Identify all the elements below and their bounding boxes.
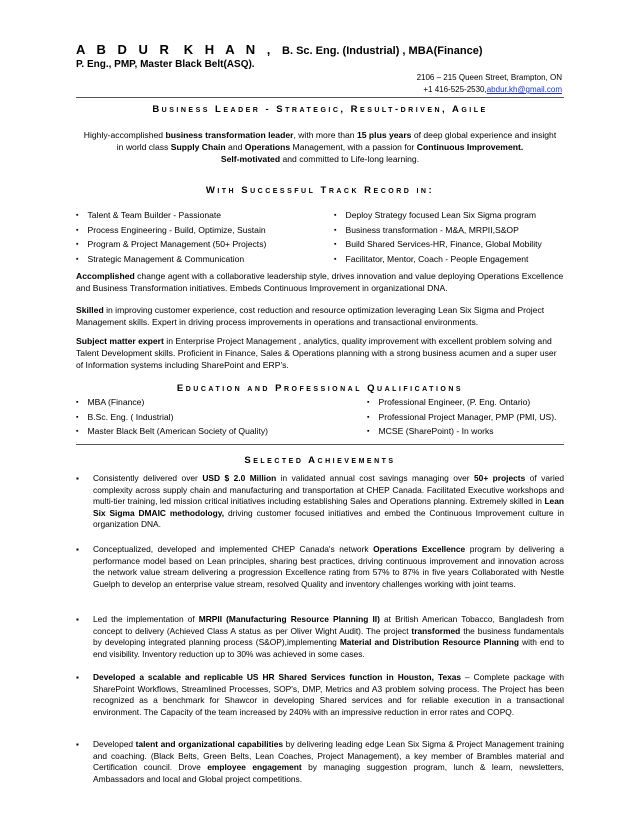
education-list	[76, 396, 564, 434]
list-item: ▪ B.Sc. Eng. ( Industrial)	[76, 411, 268, 426]
list-item: ▪ Program & Project Management (50+ Projects)	[76, 238, 266, 253]
education-left-column	[76, 396, 268, 440]
phone: +1 416-525-2530,	[423, 85, 487, 94]
bullet-icon: ▪	[76, 474, 79, 483]
list-item: ▪ Deploy Strategy focused Lean Six Sigma program	[334, 209, 542, 224]
first-name: A B D U R	[76, 42, 173, 57]
bullet-icon: ▪	[76, 545, 79, 554]
address: 2106 – 215 Queen Street, Brampton, ON	[416, 73, 562, 82]
summary	[80, 129, 560, 165]
summary-line-1: Highly-accomplished business transformation leader, with more than 15 plus years of deep global experience and insight in world class Supply Chain and Operations Management, with a passion for Continuous Improvement.	[83, 130, 557, 152]
list-item: ▪ Talent & Team Builder - Passionate	[76, 209, 266, 224]
list-item: ▪ MCSE (SharePoint) - In works	[367, 425, 556, 440]
achievement-text: Consistently delivered over USD $ 2.0 Million in validated annual cost savings managing over 50+ projects of varied complexity across supply chain and manufacturing and transportation at CHEP Canada. Facilitated Executive workshops and multi-tier training, led mission critical initiatives including establishing Sales and Operations planning. Extremely skilled in Lean Six Sigma DMAIC methodology, driving customer focused initiatives and embed the Continuous Improvement culture in organization DNA.	[93, 473, 564, 530]
bullet-icon: ▪	[76, 740, 79, 749]
achievement-text: Developed talent and organizational capabilities by delivering leading edge Lean Six Sigma & Project Management training and coaching. (Black Belts, Green Belts, Lean Coaches, Project Management), a key member of Brambles material and Certification council. Drove employee engagement by managing suggestion program, lunch & learn, newsletters, Ambassadors and local and Global project competitions.	[93, 739, 565, 784]
education-right-column	[367, 396, 556, 440]
achievement-item	[76, 544, 564, 590]
bullet-icon: ▪	[76, 615, 79, 624]
list-item: ▪ Process Engineering - Build, Optimize, Sustain	[76, 224, 266, 239]
list-item: ▪ MBA (Finance)	[76, 396, 268, 411]
education-title: Education and Professional Qualifications	[176, 383, 464, 394]
paragraph-subject-matter: Subject matter expert in Enterprise Project Management , analytics, quality improvement with excellent problem solving and Talent Development skills. Proficient in Finance, Sales & Operations planning with a strong business acumen and a super user of Information systems including SharePoint and ERP's.	[76, 336, 557, 370]
phone-email-line	[417, 84, 562, 96]
achievement-item	[76, 739, 564, 785]
list-item: ▪ Professional Project Manager, PMP (PMI, US).	[367, 411, 556, 426]
contact-block	[417, 72, 562, 96]
candidate-name	[76, 42, 483, 57]
bullet-icon: ▪	[76, 673, 79, 682]
degrees: B. Sc. Eng. (Industrial) , MBA(Finance)	[282, 45, 483, 57]
header-divider	[76, 97, 564, 98]
paragraph-accomplished: Accomplished change agent with a collaborative leadership style, drives innovation and value deploying Operations Excellence and Business Transformation initiatives. Embeds Continuous Improvement in organizational DNA.	[76, 271, 564, 293]
track-record-list	[76, 209, 564, 264]
list-item: ▪ Build Shared Services-HR, Finance, Global Mobility	[334, 238, 542, 253]
list-item: ▪ Business transformation - M&A, MRPII,S&OP	[334, 224, 542, 239]
list-item: ▪ Facilitator, Mentor, Coach - People Engagement	[334, 253, 542, 268]
achievement-item	[76, 672, 564, 718]
achievement-text: Developed a scalable and replicable US HR Shared Services function in Houston, Texas – Complete package with SharePoint Workflows, Streamlined Processes, SOP's, DMP, Metrics and A3 problem solving process. The Project has been recognized as a benchmark for Shawcor in developing Shared services and for reliable execution in a transactional environment. The Capacity of the team increased by 240% with an impressive reduction in error rates and COPQ.	[93, 672, 564, 717]
achievement-item	[76, 473, 564, 531]
list-item: ▪ Professional Engineer, (P. Eng. Ontario)	[367, 396, 556, 411]
headline: Business Leader - Strategic, Result-driven, Agile	[152, 104, 488, 115]
certifications: P. Eng., PMP, Master Black Belt(ASQ).	[76, 59, 255, 70]
email-link[interactable]: abdur.kh@gmail.com	[486, 85, 562, 94]
education-divider	[76, 444, 564, 445]
list-item: ▪ Strategic Management & Communication	[76, 253, 266, 268]
achievement-text: Led the implementation of MRPII (Manufacturing Resource Planning II) at British American Tobacco, Bangladesh from concept to delivery (Achieved Class A status as per Oliver Wight Audit). The project transformed the business fundamentals by developing integrated planning process (S&OP),implementing Material and Distribution Resource Planning with end to end visibility. Inventory reduction up to 30% was achieved in some cases.	[93, 614, 564, 659]
achievements-title: Selected Achievements	[244, 455, 396, 466]
paragraph-skilled: Skilled in improving customer experience, cost reduction and resource optimization leveraging Lean Six Sigma and Project Management skills. Expert in driving process improvements in operations and transactional environments.	[76, 305, 545, 327]
track-left-column	[76, 209, 266, 267]
track-record-title: With Successful Track Record in:	[205, 185, 435, 196]
summary-line-2: Self-motivated and committed to Life-long learning.	[220, 154, 420, 164]
list-item: ▪ Master Black Belt (American Society of Quality)	[76, 425, 268, 440]
last-name: K H A N ,	[183, 42, 275, 57]
track-right-column	[334, 209, 542, 267]
achievement-text: Conceptualized, developed and implemented CHEP Canada's network Operations Excellence program by delivering a performance model based on Lean principles, sharing best practices, driving continuous improvement and innovation across the network value stream delivering a progression Excellence rating from 57% to 87% in five years Collaborated with Nestle Guelph to develop an enterprise value stream, resolved Quality and inventory challenges working with joint teams.	[93, 544, 564, 589]
achievement-item	[76, 614, 564, 660]
